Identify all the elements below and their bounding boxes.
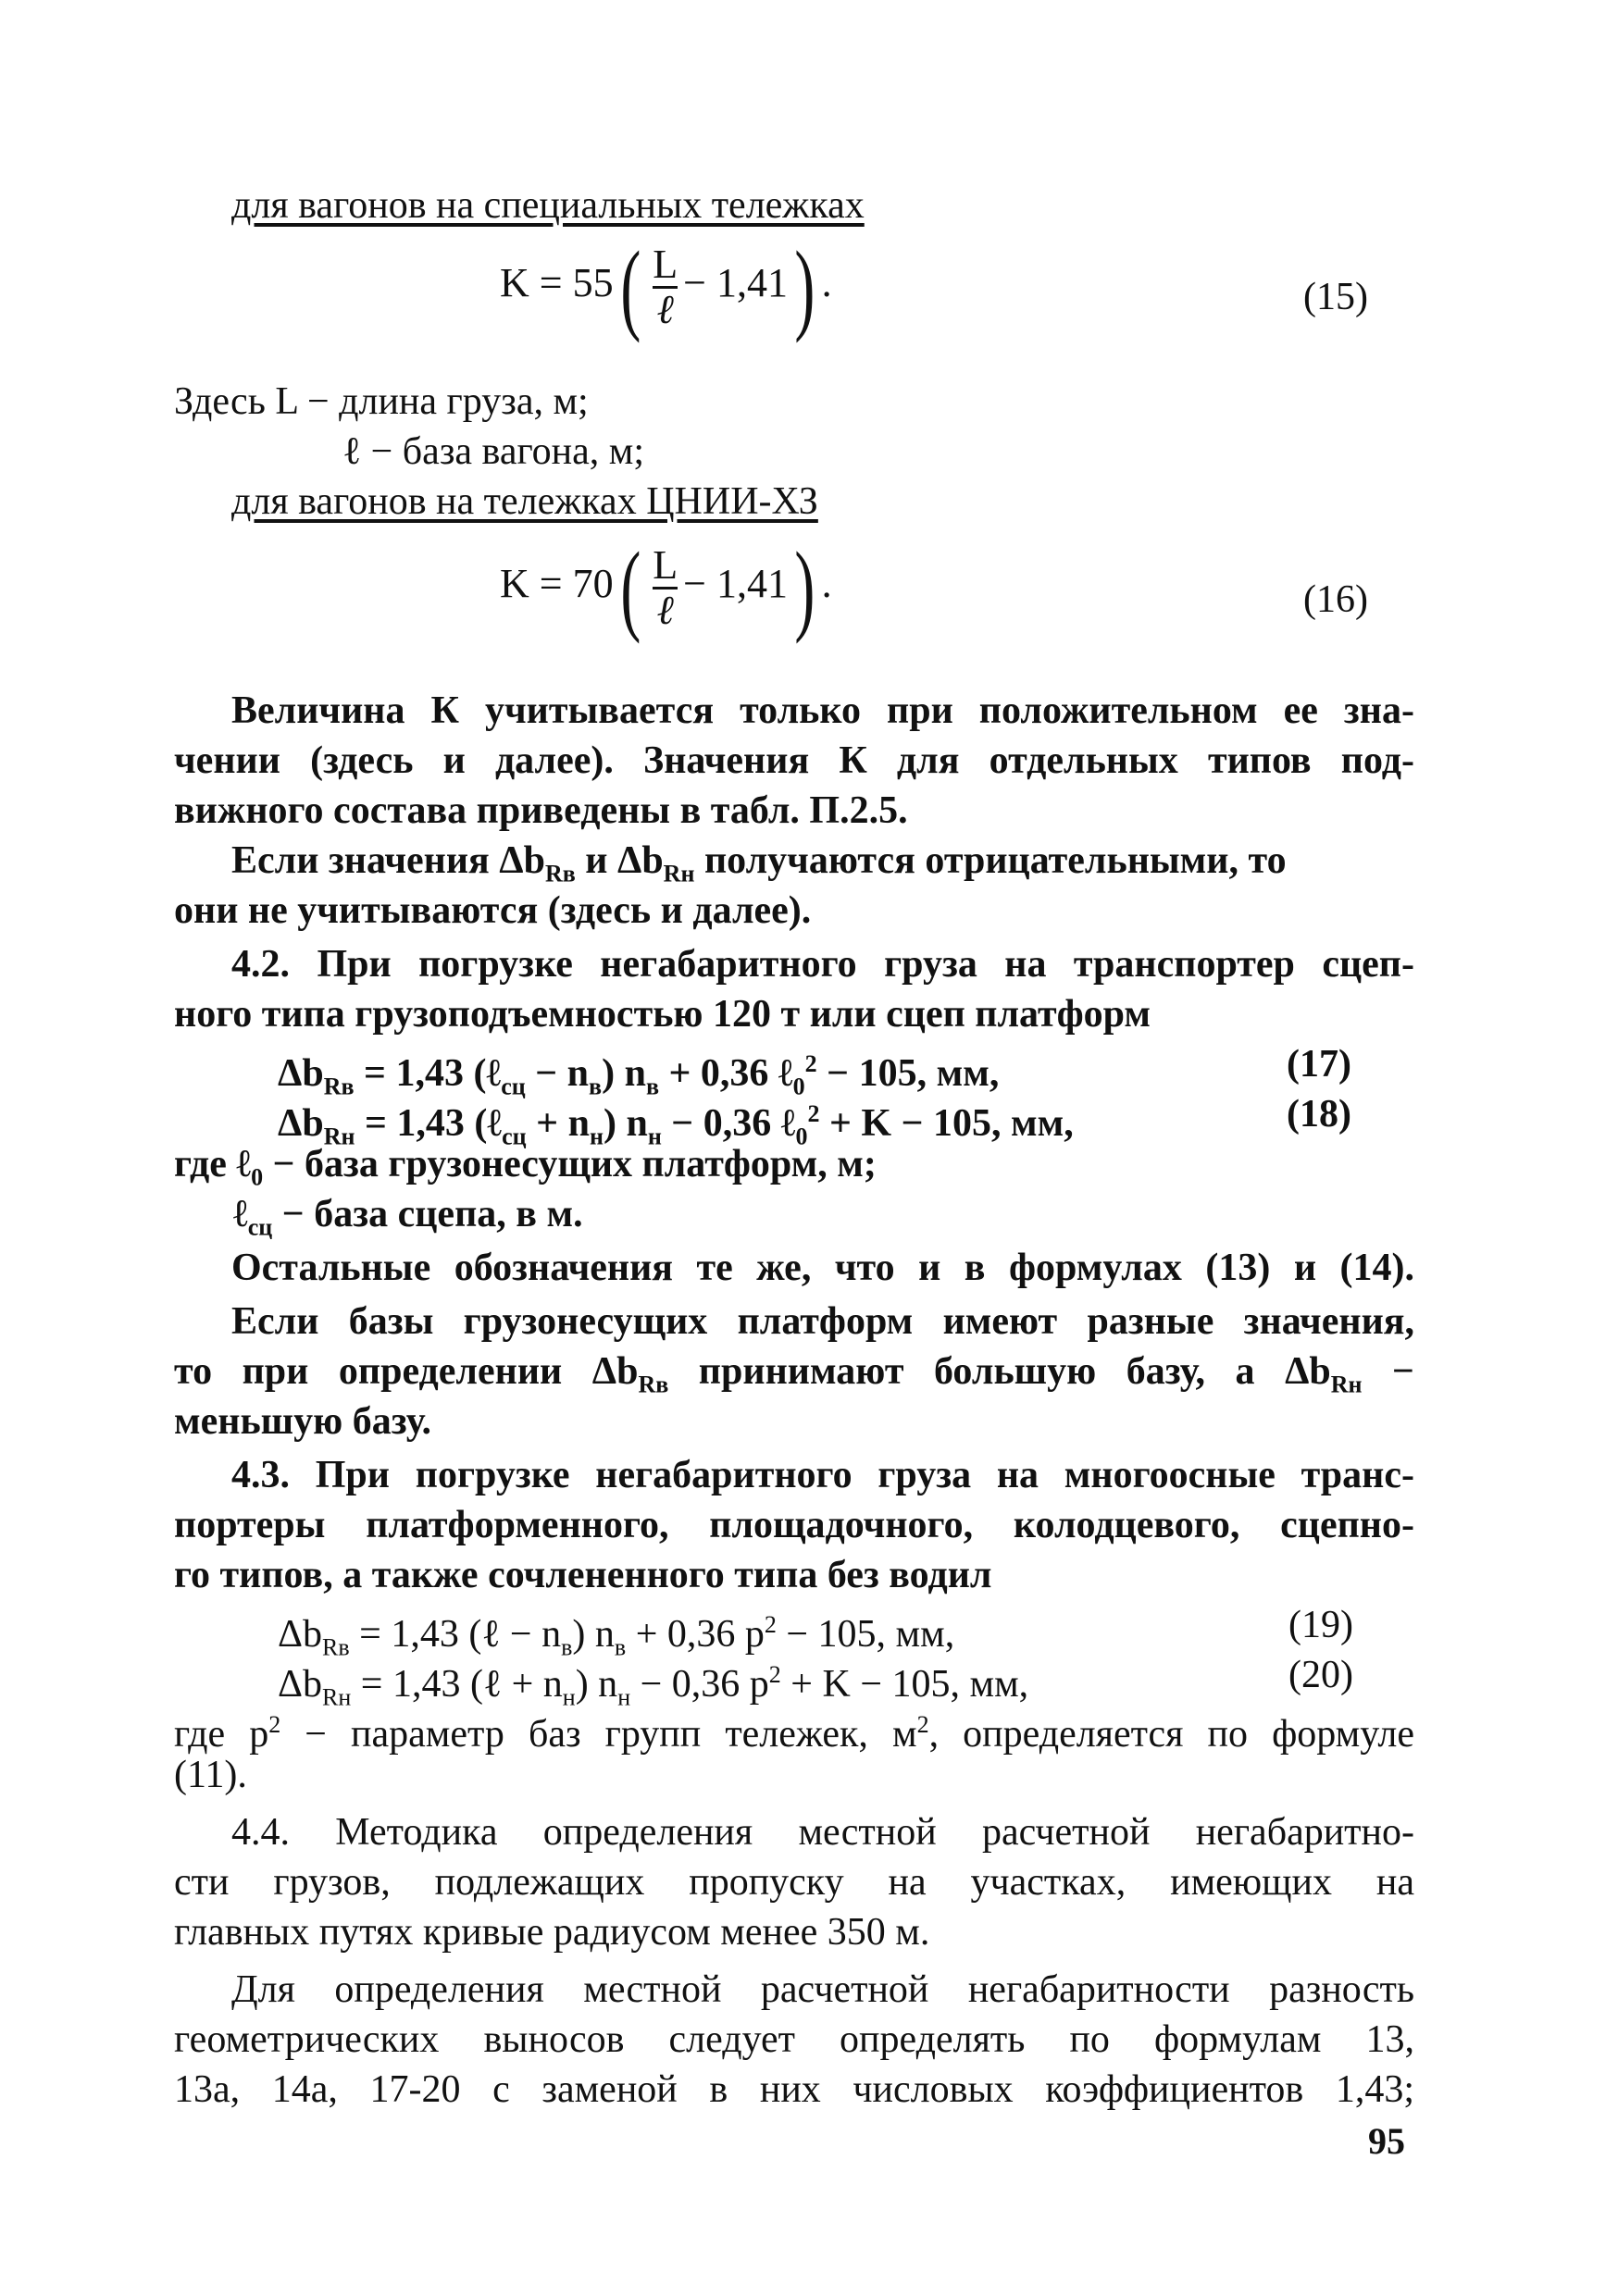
formula-16-end: .	[821, 561, 832, 607]
equation-19-label: (19)	[1288, 1604, 1353, 1646]
para6-line-1: 4.3. При погрузке негабаритного груза на многоосные транс-	[231, 1454, 1414, 1496]
formula-16-paren-close: )	[794, 531, 815, 644]
equation-17: $\Delta b_{Rв} = 1,43$ (ℓ$_{сц}$ − $n_в$) $n_в + 0,36$ ℓ$_0^2$ − 105, мм,	[278, 1050, 1000, 1100]
para2-line-2: они не учитываются (здесь и далее).	[174, 889, 812, 932]
para6-line-2: портеры платформенного, площадочного, колодцевого, сцепно-	[174, 1504, 1414, 1546]
formula-16-paren-open: (	[619, 531, 641, 644]
formula-15-label: (15)	[1303, 276, 1368, 318]
formula-15	[500, 230, 832, 343]
para2-text-c: получаются отрицательными, то	[694, 839, 1287, 882]
where2-line-1: где ℓ$_0$ − база грузонесущих платформ, м;	[174, 1143, 877, 1191]
para9-line-2: геометрических выносов следует определять по формулам 13,	[174, 2018, 1414, 2061]
equation-18-label: (18)	[1287, 1093, 1351, 1136]
heading-cniix-carts: для вагонов на тележках ЦНИИ-ХЗ	[231, 480, 818, 523]
formula-15-denominator: ℓ	[653, 286, 678, 331]
formula-16	[500, 531, 832, 644]
para6-line-3: го типов, а также сочлененного типа без водил	[174, 1554, 992, 1596]
formula-15-paren-close: )	[794, 230, 815, 343]
formula-15-fraction	[647, 243, 683, 331]
para3-line-2: ного типа грузоподъемностью 120 т или сцеп платформ	[174, 993, 1151, 1036]
formula-16-numerator: L	[653, 541, 678, 588]
formula-16-label: (16)	[1303, 578, 1368, 621]
equation-17-label: (17)	[1287, 1043, 1351, 1086]
para7-line-2: (11).	[174, 1754, 247, 1796]
formula-16-denominator: ℓ	[653, 587, 678, 632]
where-line-2: ℓ − база вагона, м;	[342, 430, 645, 473]
page-number: 95	[1368, 2120, 1405, 2162]
para2-sub-2: Rн	[663, 860, 695, 887]
formula-16-lhs: K = 70	[500, 561, 614, 607]
para8-line-2: сти грузов, подлежащих пропуску на участках, имеющих на	[174, 1861, 1414, 1904]
para5-line-3: меньшую базу.	[174, 1400, 432, 1443]
para2-text-b: и Δb	[575, 839, 664, 882]
para1-line-3: вижного состава приведены в табл. П.2.5.	[174, 789, 908, 832]
formula-16-fraction	[647, 541, 683, 633]
formula-15-numerator: L	[653, 241, 678, 287]
para4: Остальные обозначения те же, что и в формулах (13) и (14).	[231, 1247, 1414, 1289]
formula-15-rhs: − 1,41	[683, 260, 788, 306]
heading-special-carts: для вагонов на специальных тележках	[231, 184, 865, 227]
where-line-1: Здесь L − длина груза, м;	[174, 380, 589, 423]
equation-20: $\Delta b_{Rн} = 1,43$ (ℓ + $n_н$) $n_н - 0,36$ $p^2 + K - 105$, мм,	[278, 1661, 1029, 1711]
para8-line-3: главных путях кривые радиусом менее 350 м.	[174, 1911, 930, 1954]
para5-line-2: то при определении $\Delta b_{Rв}$ принимают большую базу, а $\Delta b_{Rн}$ −	[174, 1350, 1414, 1398]
para2-sub-1: Rв	[544, 860, 576, 887]
where2-line-2: ℓ$_{сц}$ − база сцепа, в м.	[233, 1193, 583, 1241]
para1-line-2: чении (здесь и далее). Значения К для отдельных типов под-	[174, 739, 1414, 782]
para5-line-1: Если базы грузонесущих платформ имеют разные значения,	[231, 1300, 1414, 1343]
para8-line-1: 4.4. Методика определения местной расчетной негабаритно-	[231, 1811, 1414, 1854]
equation-20-label: (20)	[1288, 1654, 1353, 1696]
para9-line-1: Для определения местной расчетной негабаритности разность	[231, 1968, 1414, 2011]
para9-line-3: 13а, 14а, 17-20 с заменой в них числовых коэффициентов 1,43;	[174, 2068, 1414, 2111]
formula-15-end: .	[821, 260, 832, 306]
para1-line-1: Величина К учитывается только при положительном ее зна-	[231, 689, 1414, 732]
formula-15-paren-open: (	[619, 230, 641, 343]
formula-15-lhs: K = 55	[500, 260, 614, 306]
para3-line-1: 4.2. При погрузке негабаритного груза на транспортер сцеп-	[231, 943, 1414, 986]
formula-16-rhs: − 1,41	[683, 561, 788, 607]
equation-19: $\Delta b_{Rв} = 1,43$ (ℓ − $n_в$) $n_в + 0,36$ $p^2 - 105$, мм,	[278, 1611, 955, 1661]
equation-18: $\Delta b_{Rн} = 1,43$ (ℓ$_{сц}$ + $n_н$) $n_н - 0,36$ ℓ$_0^2$ + K − 105, мм,	[278, 1100, 1074, 1150]
para2-text-a: Если значения Δb	[231, 839, 545, 882]
para7-line-1: где $p^2$ − параметр баз групп тележек, $м^2$, определяется по формуле	[174, 1711, 1414, 1756]
